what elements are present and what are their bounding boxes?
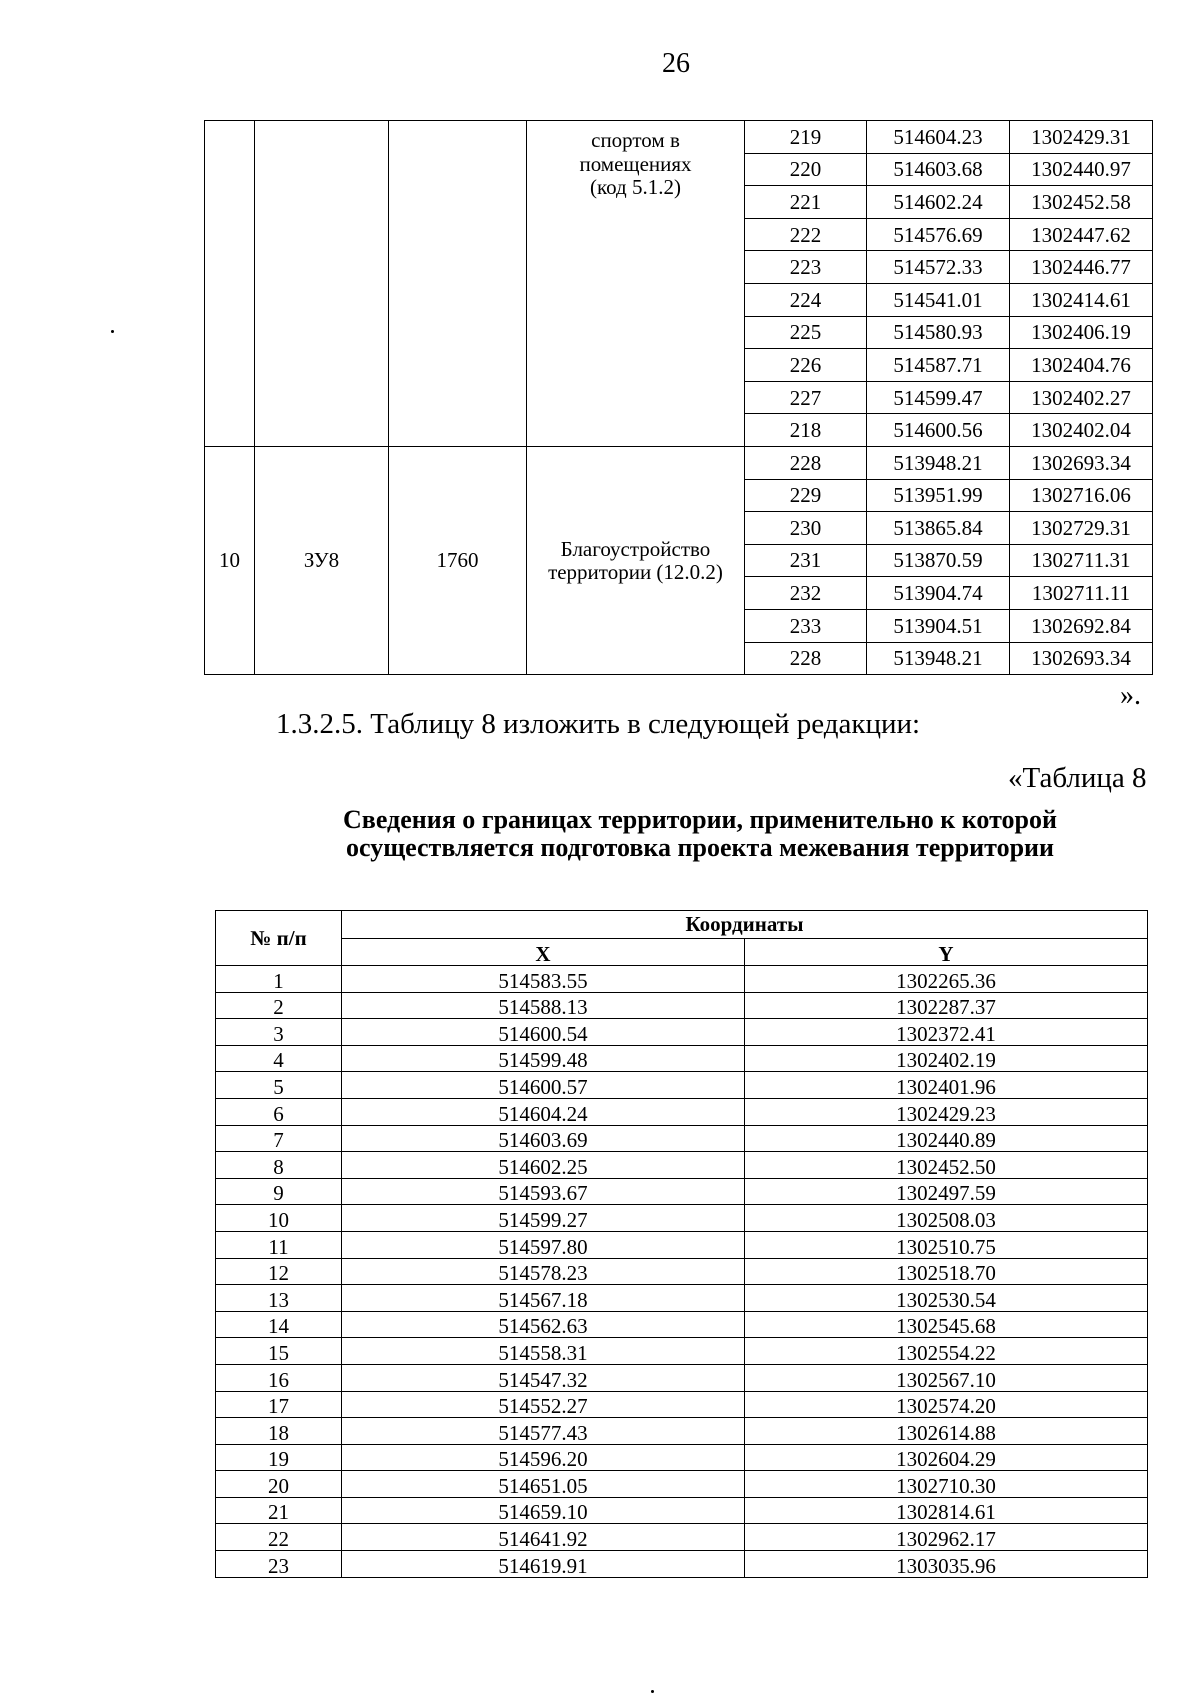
table-row xyxy=(216,1231,1148,1258)
cell-x: 514641.92 xyxy=(342,1524,745,1551)
cell-x: 514600.56 xyxy=(867,414,1010,447)
cell-x: 514659.10 xyxy=(342,1497,745,1524)
header-y: Y xyxy=(745,939,1148,966)
cell-y: 1302962.17 xyxy=(745,1524,1148,1551)
cell-x: 514541.01 xyxy=(867,283,1010,316)
table-row xyxy=(216,1551,1148,1578)
cell-y: 1302440.89 xyxy=(745,1125,1148,1152)
table-row xyxy=(216,1418,1148,1445)
cell-x: 514619.91 xyxy=(342,1551,745,1578)
cell-point-number: 18 xyxy=(216,1418,342,1445)
cell-y: 1302402.27 xyxy=(1010,381,1153,414)
cell-purpose xyxy=(527,121,745,447)
cell-x: 513951.99 xyxy=(867,479,1010,512)
cell-point-number: 1 xyxy=(216,966,342,993)
cell-y: 1302372.41 xyxy=(745,1019,1148,1046)
cell-y: 1302814.61 xyxy=(745,1497,1148,1524)
cell-x: 514593.67 xyxy=(342,1178,745,1205)
cell-point-number: 6 xyxy=(216,1098,342,1125)
cell-y: 1302729.31 xyxy=(1010,512,1153,545)
cell-row-number: 10 xyxy=(205,446,255,674)
cell-point-number: 219 xyxy=(745,121,867,154)
cell-y: 1302429.23 xyxy=(745,1098,1148,1125)
cell-y: 1302414.61 xyxy=(1010,283,1153,316)
table-row xyxy=(216,1045,1148,1072)
cell-point-number: 228 xyxy=(745,642,867,675)
table-row xyxy=(216,1364,1148,1391)
cell-point-number: 20 xyxy=(216,1471,342,1498)
purpose-line: Благоустройство xyxy=(560,537,711,562)
cell-y: 1302265.36 xyxy=(745,966,1148,993)
cell-x: 514587.71 xyxy=(867,349,1010,382)
cell-x: 514572.33 xyxy=(867,251,1010,284)
cell-point-number: 22 xyxy=(216,1524,342,1551)
purpose-line: помещениях xyxy=(579,151,692,176)
cell-x: 513865.84 xyxy=(867,512,1010,545)
cell-y: 1302401.96 xyxy=(745,1072,1148,1099)
cell-point-number: 230 xyxy=(745,512,867,545)
cell-x: 514600.54 xyxy=(342,1019,745,1046)
cell-point-number: 228 xyxy=(745,446,867,479)
cell-x: 514596.20 xyxy=(342,1444,745,1471)
cell-x: 514599.47 xyxy=(867,381,1010,414)
cell-y: 1303035.96 xyxy=(745,1551,1148,1578)
table-row xyxy=(216,1444,1148,1471)
cell-point-number: 218 xyxy=(745,414,867,447)
cell-y: 1302518.70 xyxy=(745,1258,1148,1285)
table-title xyxy=(250,806,1150,862)
cell-point-number: 13 xyxy=(216,1285,342,1312)
purpose-line: спортом в xyxy=(591,128,680,152)
cell-x: 514600.57 xyxy=(342,1072,745,1099)
coordinates-table xyxy=(215,910,1148,1578)
cell-y: 1302711.11 xyxy=(1010,577,1153,610)
cell-point-number: 3 xyxy=(216,1019,342,1046)
cell-x: 513948.21 xyxy=(867,446,1010,479)
cell-empty xyxy=(255,121,389,447)
cell-y: 1302693.34 xyxy=(1010,642,1153,675)
cell-y: 1302440.97 xyxy=(1010,153,1153,186)
cell-y: 1302429.31 xyxy=(1010,121,1153,154)
cell-x: 514578.23 xyxy=(342,1258,745,1285)
table-row xyxy=(216,1311,1148,1338)
cell-point-number: 7 xyxy=(216,1125,342,1152)
cell-y: 1302508.03 xyxy=(745,1205,1148,1232)
cell-x: 514603.68 xyxy=(867,153,1010,186)
cell-x: 513948.21 xyxy=(867,642,1010,675)
cell-point-number: 2 xyxy=(216,992,342,1019)
cell-y: 1302693.34 xyxy=(1010,446,1153,479)
table-row xyxy=(216,1098,1148,1125)
cell-y: 1302404.76 xyxy=(1010,349,1153,382)
cell-point-number: 226 xyxy=(745,349,867,382)
cell-point-number: 15 xyxy=(216,1338,342,1365)
cell-x: 514651.05 xyxy=(342,1471,745,1498)
table-row xyxy=(216,1205,1148,1232)
cell-y: 1302554.22 xyxy=(745,1338,1148,1365)
table-row xyxy=(216,1338,1148,1365)
page-number: 26 xyxy=(662,48,690,79)
table-row xyxy=(216,1524,1148,1551)
cell-point-number: 227 xyxy=(745,381,867,414)
header-x: X xyxy=(342,939,745,966)
cell-y: 1302604.29 xyxy=(745,1444,1148,1471)
cell-point-number: 225 xyxy=(745,316,867,349)
table-row xyxy=(216,1285,1148,1312)
cell-x: 514599.48 xyxy=(342,1045,745,1072)
cell-x: 514580.93 xyxy=(867,316,1010,349)
cell-y: 1302287.37 xyxy=(745,992,1148,1019)
cell-point-number: 17 xyxy=(216,1391,342,1418)
cell-point-number: 11 xyxy=(216,1231,342,1258)
table-row xyxy=(216,966,1148,993)
cell-y: 1302614.88 xyxy=(745,1418,1148,1445)
cell-x: 514603.69 xyxy=(342,1125,745,1152)
cell-x: 514604.23 xyxy=(867,121,1010,154)
cell-point-number: 12 xyxy=(216,1258,342,1285)
cell-point-number: 4 xyxy=(216,1045,342,1072)
cell-point-number: 5 xyxy=(216,1072,342,1099)
cell-point-number: 9 xyxy=(216,1178,342,1205)
continuation-table xyxy=(204,120,1153,675)
cell-x: 514547.32 xyxy=(342,1364,745,1391)
table-row xyxy=(216,1258,1148,1285)
scan-speck xyxy=(651,1690,654,1693)
table-title-line-2: осуществляется подготовка проекта межевания территории xyxy=(346,833,1054,863)
table-row xyxy=(216,1019,1148,1046)
cell-x: 513904.74 xyxy=(867,577,1010,610)
cell-x: 514552.27 xyxy=(342,1391,745,1418)
cell-x: 514577.43 xyxy=(342,1418,745,1445)
cell-y: 1302447.62 xyxy=(1010,218,1153,251)
table-row xyxy=(216,1152,1148,1179)
table-title-line-1: Сведения о границах территории, применительно к которой xyxy=(343,805,1057,834)
cell-point-number: 233 xyxy=(745,609,867,642)
cell-x: 514602.24 xyxy=(867,186,1010,219)
table-row xyxy=(216,992,1148,1019)
cell-x: 514583.55 xyxy=(342,966,745,993)
cell-y: 1302710.30 xyxy=(745,1471,1148,1498)
cell-x: 513870.59 xyxy=(867,544,1010,577)
closing-quote: ». xyxy=(1120,680,1141,711)
cell-parcel: ЗУ8 xyxy=(255,446,389,674)
table-row xyxy=(216,1497,1148,1524)
cell-point-number: 10 xyxy=(216,1205,342,1232)
purpose-line: территории (12.0.2) xyxy=(548,559,723,584)
cell-purpose xyxy=(527,446,745,674)
cell-point-number: 232 xyxy=(745,577,867,610)
cell-y: 1302452.50 xyxy=(745,1152,1148,1179)
cell-point-number: 16 xyxy=(216,1364,342,1391)
cell-point-number: 221 xyxy=(745,186,867,219)
amendment-instruction: 1.3.2.5. Таблицу 8 изложить в следующей редакции: xyxy=(276,708,921,740)
cell-x: 514602.25 xyxy=(342,1152,745,1179)
cell-y: 1302692.84 xyxy=(1010,609,1153,642)
cell-x: 514597.80 xyxy=(342,1231,745,1258)
cell-y: 1302402.04 xyxy=(1010,414,1153,447)
cell-point-number: 8 xyxy=(216,1152,342,1179)
cell-point-number: 229 xyxy=(745,479,867,512)
header-number: № п/п xyxy=(216,911,342,966)
cell-y: 1302402.19 xyxy=(745,1045,1148,1072)
cell-y: 1302574.20 xyxy=(745,1391,1148,1418)
cell-x: 514588.13 xyxy=(342,992,745,1019)
cell-point-number: 224 xyxy=(745,283,867,316)
cell-point-number: 222 xyxy=(745,218,867,251)
cell-y: 1302711.31 xyxy=(1010,544,1153,577)
cell-y: 1302497.59 xyxy=(745,1178,1148,1205)
header-coordinates: Координаты xyxy=(342,911,1148,939)
cell-x: 514562.63 xyxy=(342,1311,745,1338)
table-row xyxy=(216,1178,1148,1205)
table-row xyxy=(216,1072,1148,1099)
scan-speck xyxy=(111,330,114,333)
cell-x: 513904.51 xyxy=(867,609,1010,642)
cell-y: 1302716.06 xyxy=(1010,479,1153,512)
cell-y: 1302406.19 xyxy=(1010,316,1153,349)
cell-y: 1302567.10 xyxy=(745,1364,1148,1391)
cell-y: 1302510.75 xyxy=(745,1231,1148,1258)
cell-point-number: 19 xyxy=(216,1444,342,1471)
cell-x: 514567.18 xyxy=(342,1285,745,1312)
purpose-line: (код 5.1.2) xyxy=(590,175,681,200)
table-row xyxy=(205,121,1153,154)
cell-point-number: 220 xyxy=(745,153,867,186)
table-caption: «Таблица 8 xyxy=(1008,762,1147,794)
cell-area: 1760 xyxy=(389,446,527,674)
table-row xyxy=(216,1125,1148,1152)
cell-point-number: 23 xyxy=(216,1551,342,1578)
cell-y: 1302530.54 xyxy=(745,1285,1148,1312)
cell-empty xyxy=(389,121,527,447)
cell-point-number: 14 xyxy=(216,1311,342,1338)
cell-y: 1302452.58 xyxy=(1010,186,1153,219)
table-row xyxy=(216,1391,1148,1418)
cell-x: 514558.31 xyxy=(342,1338,745,1365)
cell-x: 514604.24 xyxy=(342,1098,745,1125)
cell-point-number: 231 xyxy=(745,544,867,577)
cell-point-number: 223 xyxy=(745,251,867,284)
cell-x: 514599.27 xyxy=(342,1205,745,1232)
table-row xyxy=(216,1471,1148,1498)
cell-y: 1302545.68 xyxy=(745,1311,1148,1338)
cell-point-number: 21 xyxy=(216,1497,342,1524)
cell-empty xyxy=(205,121,255,447)
table-row xyxy=(205,446,1153,479)
cell-y: 1302446.77 xyxy=(1010,251,1153,284)
cell-x: 514576.69 xyxy=(867,218,1010,251)
